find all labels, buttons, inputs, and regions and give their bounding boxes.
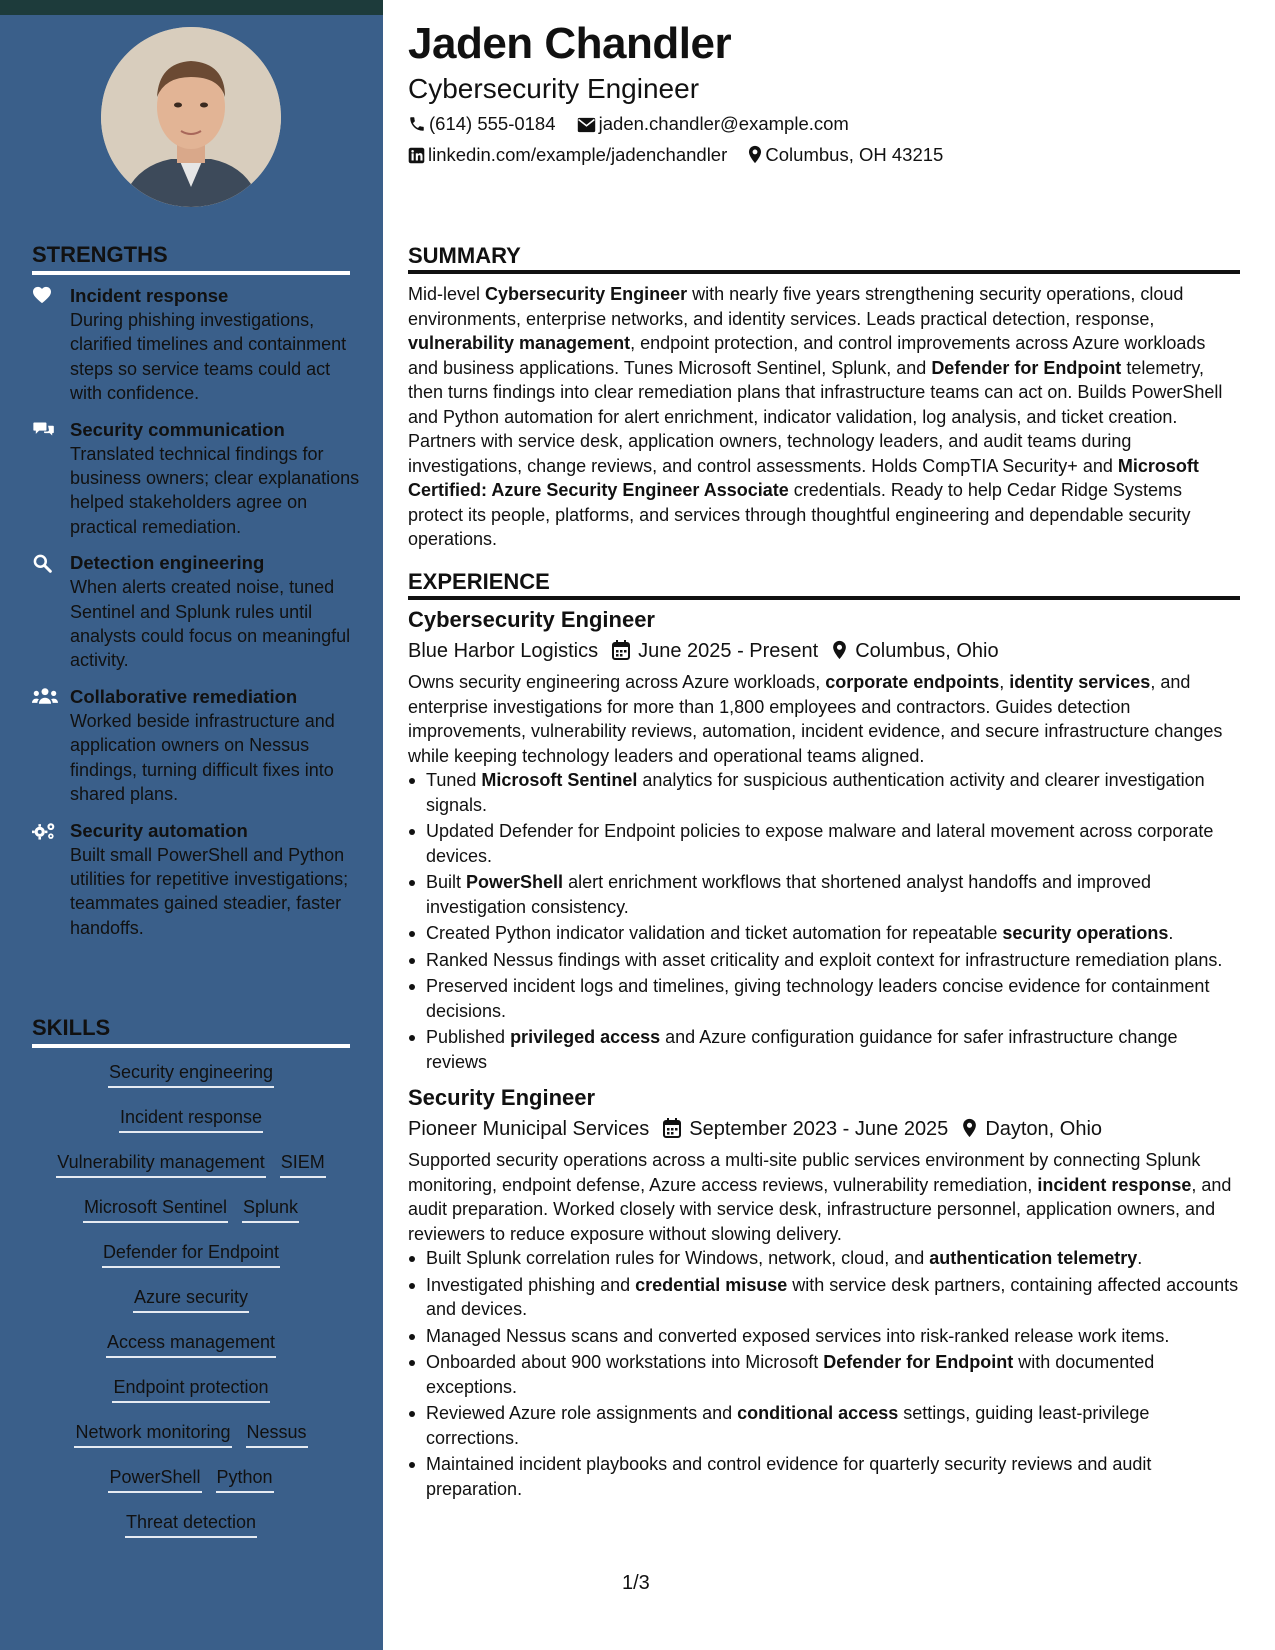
bullet-item [426, 870, 1240, 919]
job-meta [408, 1114, 1240, 1144]
job-description [408, 1148, 1240, 1246]
bullet-item [426, 948, 1240, 973]
strength-desc: During phishing investigations, clarified timelines and containment steps so service teams could act with confidence. [70, 310, 347, 404]
bullet-item [426, 1350, 1240, 1399]
bullet-fragment: Tuned [426, 770, 482, 790]
contact-row-2 [408, 144, 959, 166]
description-fragment: , and enterprise investigations for more than 1,800 employees and contractors. Guides detection improvements, vulnerability reviews, automation, incident evidence, and secure infrastructure changes while keeping technology leaders and operational teams aligned. [408, 672, 1223, 766]
bullet-fragment: Investigated phishing and [426, 1274, 636, 1295]
skills-heading: SKILLS [32, 1015, 350, 1048]
bullet-fragment: . [1168, 923, 1174, 943]
bold-phrase: PowerShell [466, 872, 564, 892]
skill-row [32, 1152, 350, 1197]
job-title: Cybersecurity Engineer [408, 607, 655, 632]
calendar-icon [663, 1118, 681, 1138]
profile-photo [101, 27, 281, 207]
bold-phrase: Defender for Endpoint [823, 1352, 1014, 1372]
bullet-fragment: settings, guiding least-privilege corrections. [426, 1403, 1150, 1448]
strength-item [32, 819, 362, 941]
bullet-item [426, 1246, 1240, 1271]
bullet-item [426, 974, 1240, 1023]
skill-tag: Defender for Endpoint [102, 1242, 280, 1268]
skill-tag: Nessus [246, 1422, 308, 1448]
search-icon [32, 553, 56, 573]
bullet-fragment: Built Splunk correlation rules for Windows, network, cloud, and [426, 1248, 930, 1268]
linkedin-item[interactable] [408, 144, 727, 166]
summary-heading: SUMMARY [408, 243, 1240, 274]
bullet-fragment: and Azure configuration guidance for safer infrastructure change reviews [426, 1027, 1178, 1072]
bold-phrase: Microsoft Certified: Azure Security Engineer Associate [408, 455, 1199, 500]
skill-row [32, 1332, 350, 1377]
map-pin-icon [748, 145, 762, 164]
job-location: Columbus, Ohio [832, 640, 998, 662]
bullet-fragment: alert enrichment workflows that shortened analyst handoffs and improved investigation consistency. [426, 872, 1152, 917]
bullet-fragment: with service desk partners, containing affected accounts and devices. [426, 1274, 1239, 1319]
bold-phrase: vulnerability management [408, 333, 631, 353]
bullet-fragment: Ranked Nessus findings with asset criticality and exploit context for infrastructure remediation plans. [426, 949, 1223, 970]
users-icon [32, 687, 56, 707]
description-fragment: Supported security operations across a multi-site public services environment by connecting Splunk monitoring, endpoint defense, Azure access reviews, vulnerability remediation, [408, 1150, 1201, 1195]
bold-phrase: Microsoft Sentinel [481, 770, 638, 790]
phone-item [408, 113, 556, 135]
bullet-item [426, 1452, 1240, 1501]
chat-icon [32, 420, 56, 440]
bullet-fragment: . [1137, 1248, 1143, 1268]
skill-tag: Network monitoring [74, 1422, 231, 1448]
strengths-list [32, 284, 362, 952]
job-dates: June 2025 - Present [612, 640, 818, 662]
gears-icon [32, 821, 56, 841]
strength-desc: Worked beside infrastructure and application owners on Nessus findings, turning difficult fixes into shared plans. [70, 710, 335, 805]
bullet-fragment: Onboarded about 900 workstations into Microsoft [426, 1352, 824, 1372]
envelope-icon [577, 117, 596, 133]
bullet-item [426, 921, 1240, 946]
skill-tag: Splunk [242, 1197, 299, 1223]
job-entry [408, 1082, 1240, 1501]
strength-item [32, 551, 362, 673]
summary-fragment: with nearly five years strengthening security operations, cloud environments, enterprise networks, and identity services. Leads practical detection, response, [408, 284, 1184, 329]
bullet-item [426, 1025, 1240, 1074]
skill-tag: PowerShell [108, 1467, 201, 1493]
job-location: Dayton, Ohio [962, 1118, 1102, 1140]
skill-row [32, 1422, 350, 1467]
skill-row [32, 1062, 350, 1107]
bullet-item [426, 1273, 1240, 1322]
strength-title: Security automation [70, 819, 248, 841]
phone-icon [408, 115, 426, 133]
skill-row [32, 1377, 350, 1422]
email-text[interactable]: jaden.chandler@example.com [598, 113, 849, 134]
bold-phrase: security operations [1002, 923, 1169, 943]
skill-tag: SIEM [280, 1152, 326, 1178]
description-fragment: , [999, 672, 1010, 692]
skill-tag: Azure security [133, 1287, 249, 1313]
strength-desc: Built small PowerShell and Python utilities for repetitive investigations; teammates gained steadier, faster handoffs. [70, 844, 349, 938]
bold-phrase: identity services [1009, 672, 1151, 692]
description-fragment: , and audit preparation. Worked closely with service desk, infrastructure personnel, application owners, and reviewers to reduce exposure without slowing delivery. [408, 1174, 1232, 1244]
linkedin-text[interactable]: linkedin.com/example/jadenchandler [428, 144, 728, 165]
bold-phrase: corporate endpoints [825, 672, 1000, 692]
map-pin-icon [962, 1118, 977, 1138]
company-name: Blue Harbor Logistics [408, 640, 599, 662]
job-bullets [408, 1246, 1240, 1501]
strength-item [32, 685, 362, 807]
bold-phrase: Defender for Endpoint [931, 357, 1122, 378]
bold-phrase: credential misuse [635, 1274, 788, 1295]
summary-fragment: , endpoint protection, and control improvements across Azure workloads and business applications. Tunes Microsoft Sentinel, Splunk, and [408, 333, 1206, 378]
job-dates: September 2023 - June 2025 [663, 1118, 948, 1140]
bullet-fragment: analytics for suspicious authentication activity and clearer investigation signals. [426, 770, 1205, 815]
job-description [408, 670, 1240, 768]
linkedin-icon [408, 147, 425, 164]
bold-phrase: Cybersecurity Engineer [485, 284, 688, 304]
heart-icon [32, 286, 56, 306]
bold-phrase: conditional access [737, 1403, 899, 1423]
candidate-name: Jaden Chandler [408, 19, 732, 68]
skill-tag: Threat detection [125, 1512, 257, 1538]
summary-fragment: telemetry, then turns findings into clear remediation plans that infrastructure teams can act on. Builds PowerShell and Python automation for alert enrichment, indicator validation, log analysis, and ticket creation. Partners with service desk, application owners, technology leaders, and audit teams during investigations, change reviews, and control assessments. Holds CompTIA Security+ and [408, 357, 1223, 476]
bullet-fragment: Built [426, 872, 467, 892]
map-pin-icon [832, 640, 847, 660]
bullet-item [426, 819, 1240, 868]
skill-row [32, 1242, 350, 1287]
candidate-title: Cybersecurity Engineer [408, 73, 700, 104]
location-item [748, 144, 943, 166]
bullet-fragment: Published [426, 1027, 511, 1047]
bullet-fragment: with documented exceptions. [426, 1352, 1155, 1397]
calendar-icon [612, 640, 630, 660]
strength-item [32, 284, 362, 406]
bullet-fragment: Preserved incident logs and timelines, giving technology leaders concise evidence for containment decisions. [426, 976, 1210, 1021]
bold-phrase: authentication telemetry [929, 1248, 1138, 1268]
skills-list [32, 1062, 350, 1557]
bullet-fragment: Updated Defender for Endpoint policies to expose malware and lateral movement across corporate devices. [426, 821, 1214, 866]
job-meta [408, 636, 1240, 666]
skill-row [32, 1512, 350, 1557]
strengths-heading: STRENGTHS [32, 242, 350, 275]
phone-text: (614) 555-0184 [429, 113, 556, 134]
skill-tag: Microsoft Sentinel [83, 1197, 228, 1223]
contact-row-1 [408, 113, 865, 135]
bullet-item [426, 1324, 1240, 1349]
job-entry [408, 604, 1240, 1074]
skill-row [32, 1197, 350, 1242]
skill-tag: Endpoint protection [112, 1377, 269, 1403]
bullet-fragment: Managed Nessus scans and converted exposed services into risk-ranked release work items. [426, 1325, 1170, 1346]
skill-row [32, 1467, 350, 1512]
bullet-fragment: Created Python indicator validation and ticket automation for repeatable [426, 923, 1003, 943]
skill-row [32, 1107, 350, 1152]
top-strip [0, 0, 383, 15]
skill-tag: Access management [106, 1332, 276, 1358]
strength-title: Security communication [70, 418, 285, 440]
company-name: Pioneer Municipal Services [408, 1118, 650, 1140]
bullet-fragment: Reviewed Azure role assignments and [426, 1403, 738, 1423]
description-fragment: Owns security engineering across Azure workloads, [408, 672, 826, 692]
skill-tag: Vulnerability management [56, 1152, 265, 1178]
bullet-fragment: Maintained incident playbooks and control evidence for quarterly security reviews and audit preparation. [426, 1454, 1152, 1499]
strength-desc: When alerts created noise, tuned Sentinel and Splunk rules until analysts could focus on meaningful activity. [70, 577, 351, 671]
experience-heading: EXPERIENCE [408, 569, 1240, 600]
skill-row [32, 1287, 350, 1332]
strength-title: Detection engineering [70, 552, 265, 574]
summary-text [408, 282, 1240, 552]
strength-title: Incident response [70, 285, 229, 306]
strength-desc: Translated technical findings for business owners; clear explanations helped stakeholders agree on practical remediation. [70, 443, 360, 537]
email-item[interactable] [577, 113, 849, 135]
summary-fragment: credentials. Ready to help Cedar Ridge Systems protect its people, platforms, and services through thoughtful engineering and dependable security operations. [408, 480, 1191, 549]
location-text: Columbus, OH 43215 [765, 144, 944, 165]
experience-list [408, 604, 1240, 1503]
skill-tag: Security engineering [108, 1062, 274, 1088]
summary-fragment: Mid-level [408, 284, 486, 304]
bullet-item [426, 768, 1240, 817]
job-title: Security Engineer [408, 1085, 596, 1110]
skill-tag: Python [216, 1467, 274, 1493]
bold-phrase: incident response [1037, 1174, 1192, 1195]
strength-title: Collaborative remediation [70, 685, 298, 707]
bold-phrase: privileged access [510, 1027, 661, 1047]
bullet-item [426, 1401, 1240, 1450]
job-bullets [408, 768, 1240, 1074]
strength-item [32, 418, 362, 540]
page-number: 1/3 [622, 1572, 650, 1594]
skill-tag: Incident response [119, 1107, 263, 1133]
